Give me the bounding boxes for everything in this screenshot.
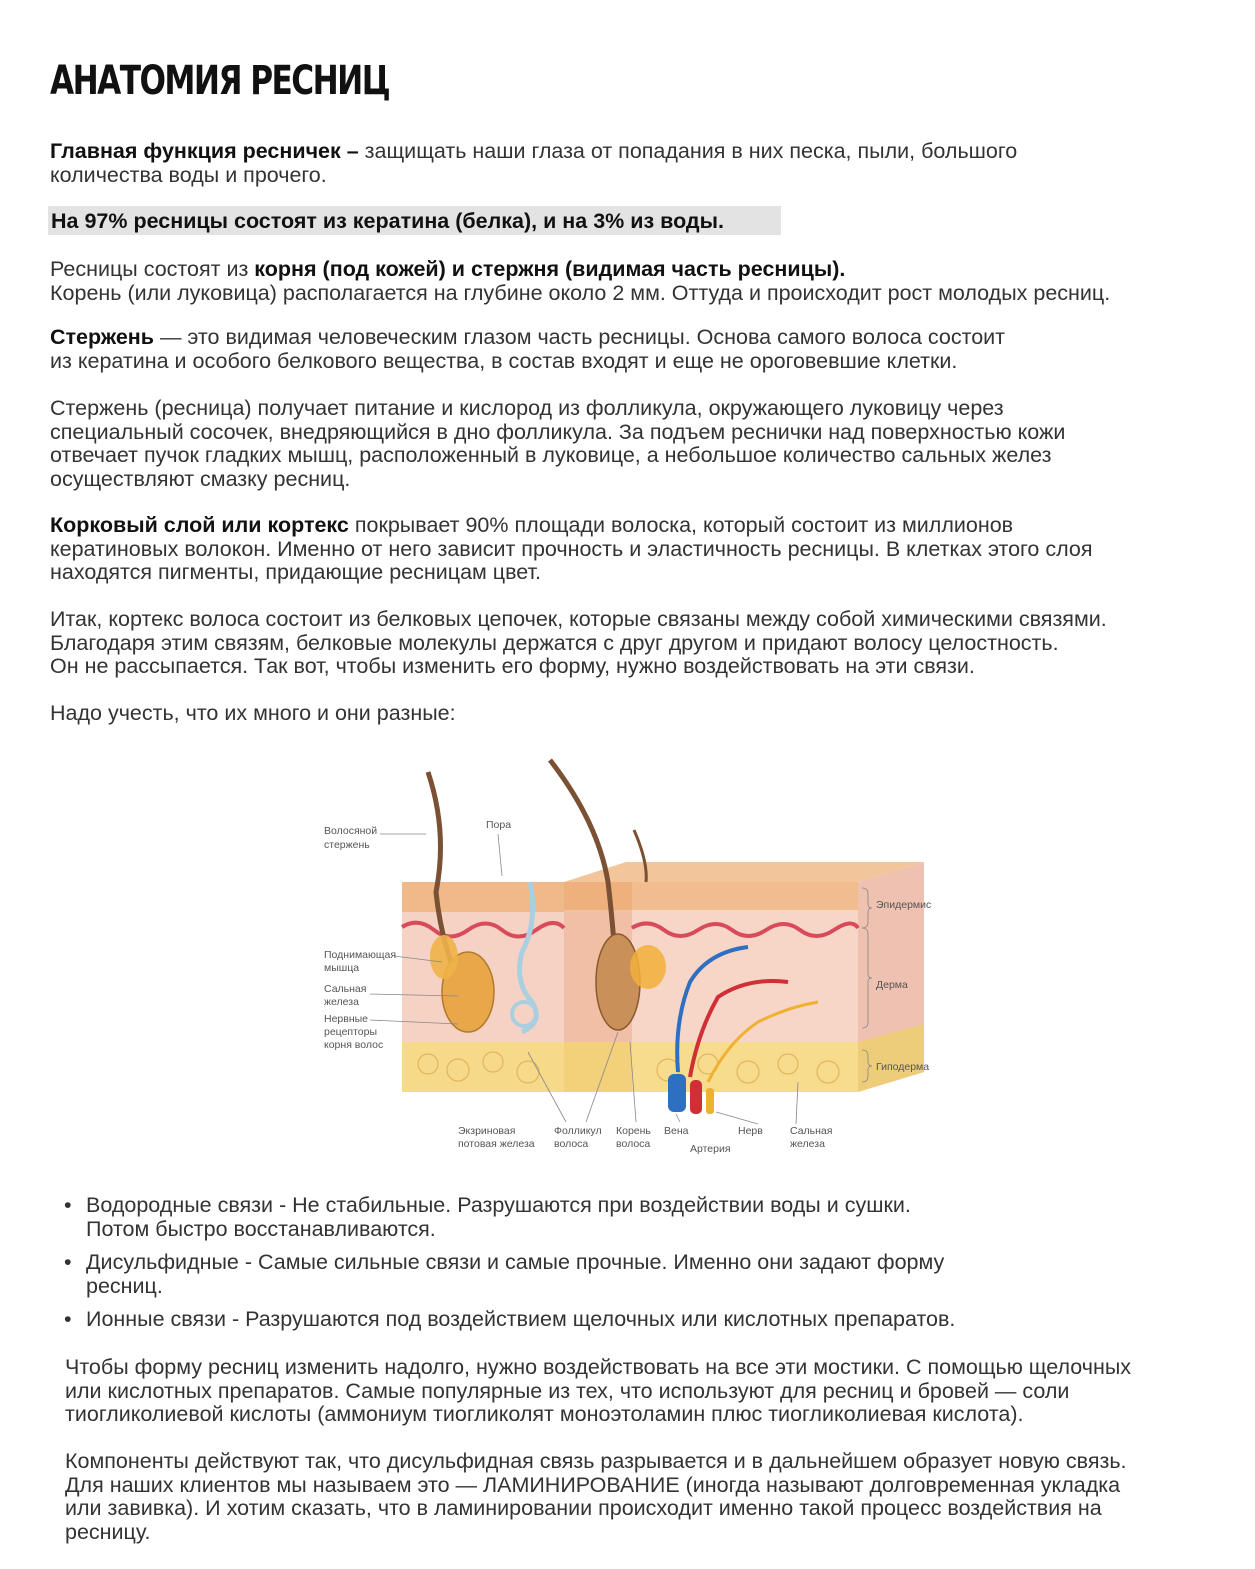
bonds-intro-line: Благодаря этим связям, белковые молекулы держатся с друг другом и придают волосу целостность. [50, 630, 1059, 655]
highlight-box [48, 206, 781, 235]
sebaceous-gland [630, 945, 666, 989]
structure-bold: корня (под кожей) и стержня (видимая часть ресницы). [254, 257, 846, 281]
label-eccrine: потовая железа [458, 1138, 535, 1150]
shaft-bold: Стержень [50, 325, 154, 349]
label-hair-shaft: стержень [324, 839, 370, 851]
label-follicle: Фолликул [554, 1125, 602, 1137]
label-follicle: волоса [554, 1138, 589, 1150]
cortex-text-3: находятся пигменты, придающие ресницам цвет. [50, 560, 541, 584]
label-hypodermis: Гиподерма [876, 1061, 930, 1073]
label-eccrine: Экзриновая [458, 1125, 516, 1137]
label-dermis: Дерма [876, 979, 908, 991]
conclusion-line: или кислотных препаратов. Самые популярные из тех, что используют для ресниц и бровей — соли [65, 1378, 1070, 1403]
shaft-text-2: из кератина и особого белкового вещества, в состав входят и еще не ороговевшие клетки. [50, 348, 958, 373]
bullet-line: Дисульфидные - Самые сильные связи и самые прочные. Именно они задают форму [86, 1250, 945, 1274]
nutrition-line: специальный сосочек, внедряющийся в дно фолликула. За подъем реснички над поверхностью кожи [50, 419, 1066, 444]
label-muscle: Поднимающая [324, 949, 397, 961]
label-nerve-receptors: Нервные [324, 1013, 369, 1025]
cortex-text-1: покрывает 90% площади волоска, который состоит из миллионов [348, 513, 1014, 537]
bonds-list [62, 1194, 1212, 1342]
label-sebaceous-right: Сальная [790, 1125, 833, 1137]
intro-text-1: защищать наши глаза от попадания в них песка, пыли, большого [358, 139, 1018, 163]
structure-line-2: Корень (или луковица) располагается на глубине около 2 мм. Оттуда и происходит рост молодых ресниц. [50, 280, 1111, 305]
list-item [62, 1194, 1212, 1241]
bullet-dot: • [64, 1193, 72, 1217]
list-item [62, 1251, 1212, 1298]
conclusion-line: Для наших клиентов мы называем это — ЛАМИНИРОВАНИЕ (иногда называют долговременная укладка [65, 1472, 1121, 1497]
label-sebaceous-right: железа [790, 1138, 825, 1150]
hair-anatomy-diagram [318, 752, 938, 1160]
label-pore: Пора [486, 819, 512, 831]
label-vein: Вена [664, 1125, 689, 1137]
bullet-line: Ионные связи - Разрушаются под воздействием щелочных или кислотных препаратов. [86, 1307, 956, 1331]
bonds-intro-paragraph [50, 608, 1107, 679]
shaft-paragraph [50, 326, 1005, 373]
highlight-text: На 97% ресницы состоят из кератина (белка), и на 3% из воды. [51, 209, 724, 233]
bullet-dot: • [64, 1250, 72, 1274]
cortex-bold: Корковый слой или кортекс [50, 513, 349, 537]
conclusion-line: тиогликолиевой кислоты (аммониум тиогликолят моноэтоламин плюс тиогликолиевая кислота). [65, 1402, 1024, 1426]
intro-text-2: количества воды и прочего. [50, 162, 327, 187]
label-root: волоса [616, 1138, 651, 1150]
bullet-line: ресниц. [86, 1273, 163, 1298]
label-nerve-receptors: корня волос [324, 1039, 384, 1051]
conclusion-line: Компоненты действуют так, что дисульфидная связь разрывается и в дальнейшем образует новую связь. [65, 1449, 1127, 1473]
bullet-line: Потом быстро восстанавливаются. [86, 1216, 436, 1241]
conclusion-line: Чтобы форму ресниц изменить надолго, нужно воздействовать на все эти мостики. С помощью щелочных [65, 1355, 1132, 1379]
bullet-dot: • [64, 1307, 72, 1331]
bullet-line: Водородные связи - Не стабильные. Разрушаются при воздействии воды и сушки. [86, 1193, 911, 1217]
page-title: АНАТОМИЯ РЕСНИЦ [50, 58, 390, 104]
label-root: Корень [616, 1125, 651, 1137]
label-epidermis: Эпидермис [876, 899, 932, 911]
fat-layer-left [402, 1042, 564, 1092]
intro-bold: Главная функция ресничек – [50, 139, 359, 163]
label-sebaceous-left: Сальная [324, 983, 367, 995]
cortex-paragraph [50, 514, 1093, 585]
label-sebaceous-left: железа [324, 996, 359, 1008]
shaft-text-1: — это видимая человеческим глазом часть ресницы. Основа самого волоса состоит [153, 325, 1006, 349]
conclusion-line: ресницу. [65, 1519, 151, 1544]
conclusion-paragraph-1 [65, 1356, 1131, 1427]
conclusion-paragraph-2 [65, 1450, 1127, 1544]
hair-follicle-right [596, 934, 640, 1030]
structure-paragraph [50, 258, 1110, 305]
nutrition-paragraph [50, 397, 1065, 491]
list-item [62, 1308, 1212, 1332]
label-nerve-receptors: рецепторы [324, 1026, 378, 1038]
intro-paragraph [50, 140, 1017, 187]
label-nerve: Нерв [738, 1125, 763, 1137]
conclusion-line: или завивка). И хотим сказать, что в ламинировании происходит именно такой процесс воздействия на [65, 1496, 1102, 1520]
nutrition-line: отвечает пучок гладких мышц, расположенный в луковице, а небольшое количество сальных желез [50, 443, 1052, 467]
label-artery: Артерия [690, 1143, 731, 1155]
label-hair-shaft: Волосяной [324, 825, 378, 837]
bonds-intro-line: Он не рассыпается. Так вот, чтобы изменить его форму, нужно воздействовать на эти связи. [50, 654, 975, 678]
nutrition-line: осуществляют смазку ресниц. [50, 466, 351, 491]
nutrition-line: Стержень (ресница) получает питание и кислород из фолликула, окружающего луковицу через [50, 396, 1004, 420]
note-paragraph: Надо учесть, что их много и они разные: [50, 701, 456, 725]
fat-layer-right [632, 1042, 858, 1092]
cortex-text-2: кератиновых волокон. Именно от него зависит прочность и эластичность ресницы. В клетках этого слоя [50, 536, 1093, 561]
bonds-intro-line: Итак, кортекс волоса состоит из белковых цепочек, которые связаны между собой химическими связями. [50, 607, 1107, 631]
structure-text-a: Ресницы состоят из [50, 257, 255, 281]
label-muscle: мышца [324, 962, 360, 974]
